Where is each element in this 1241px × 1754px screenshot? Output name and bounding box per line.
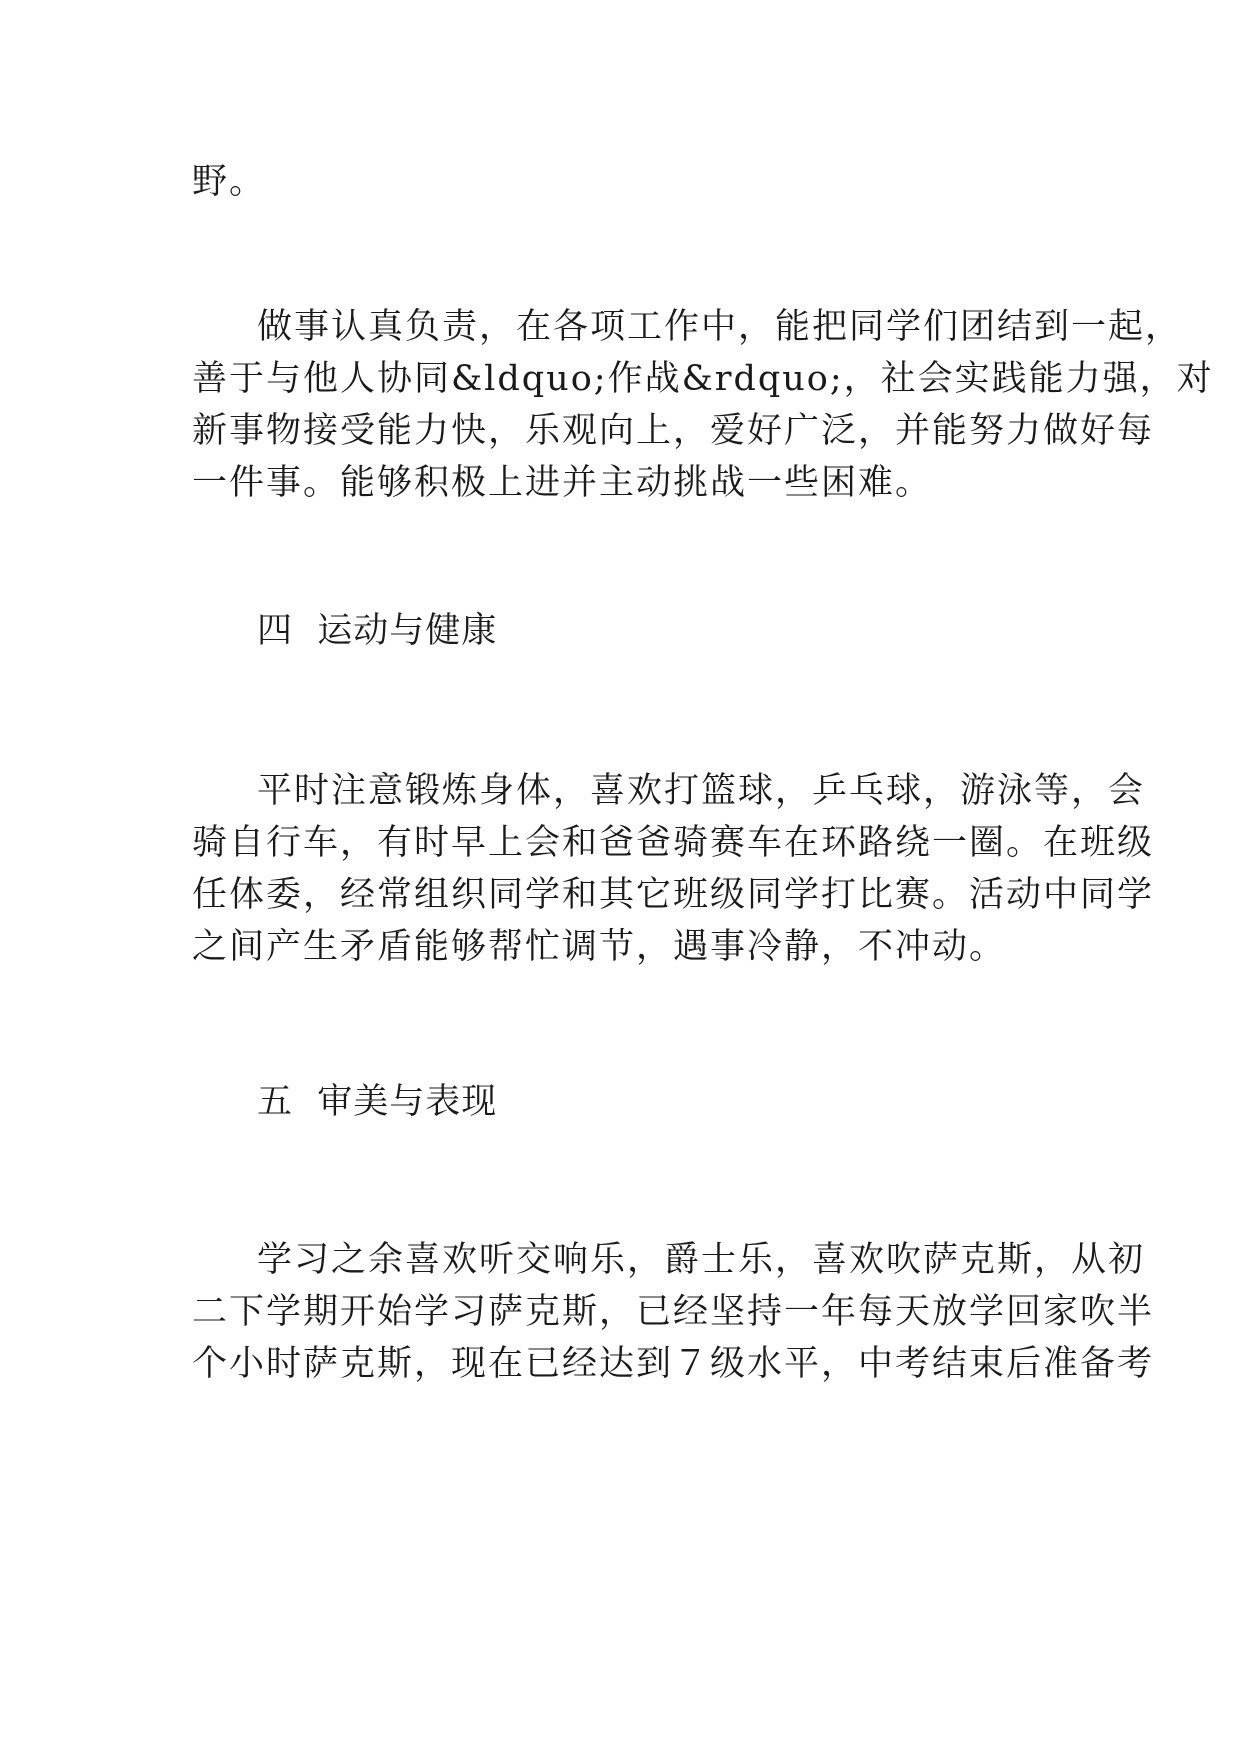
paragraph-continuation: 野。	[192, 162, 267, 202]
paragraph-line: 新事物接受能力快，乐观向上，爱好广泛，并能努力做好每	[192, 411, 1155, 451]
paragraph-line: 善于与他人协同&ldquo;作战&rdquo;，社会实践能力强，对	[192, 359, 1214, 399]
section-heading: 五 审美与表现	[257, 1082, 498, 1122]
paragraph-line: 二下学期开始学习萨克斯，已经坚持一年每天放学回家吹半	[192, 1292, 1155, 1332]
paragraph-line: 之间产生矛盾能够帮忙调节，遇事冷静，不冲动。	[192, 927, 1007, 967]
paragraph-line: 做事认真负责，在各项工作中，能把同学们团结到一起，	[257, 307, 1183, 347]
paragraph-line: 平时注意锻炼身体，喜欢打篮球，乒乓球，游泳等，会	[257, 771, 1146, 811]
paragraph-line: 一件事。能够积极上进并主动挑战一些困难。	[192, 463, 933, 503]
paragraph-line: 任体委，经常组织同学和其它班级同学打比赛。活动中同学	[192, 875, 1155, 915]
paragraph-line: 个小时萨克斯，现在已经达到７级水平，中考结束后准备考	[192, 1344, 1155, 1384]
paragraph-line: 骑自行车，有时早上会和爸爸骑赛车在环路绕一圈。在班级	[192, 823, 1155, 863]
paragraph-line: 学习之余喜欢听交响乐，爵士乐，喜欢吹萨克斯，从初	[257, 1240, 1146, 1280]
section-heading: 四 运动与健康	[257, 611, 498, 651]
